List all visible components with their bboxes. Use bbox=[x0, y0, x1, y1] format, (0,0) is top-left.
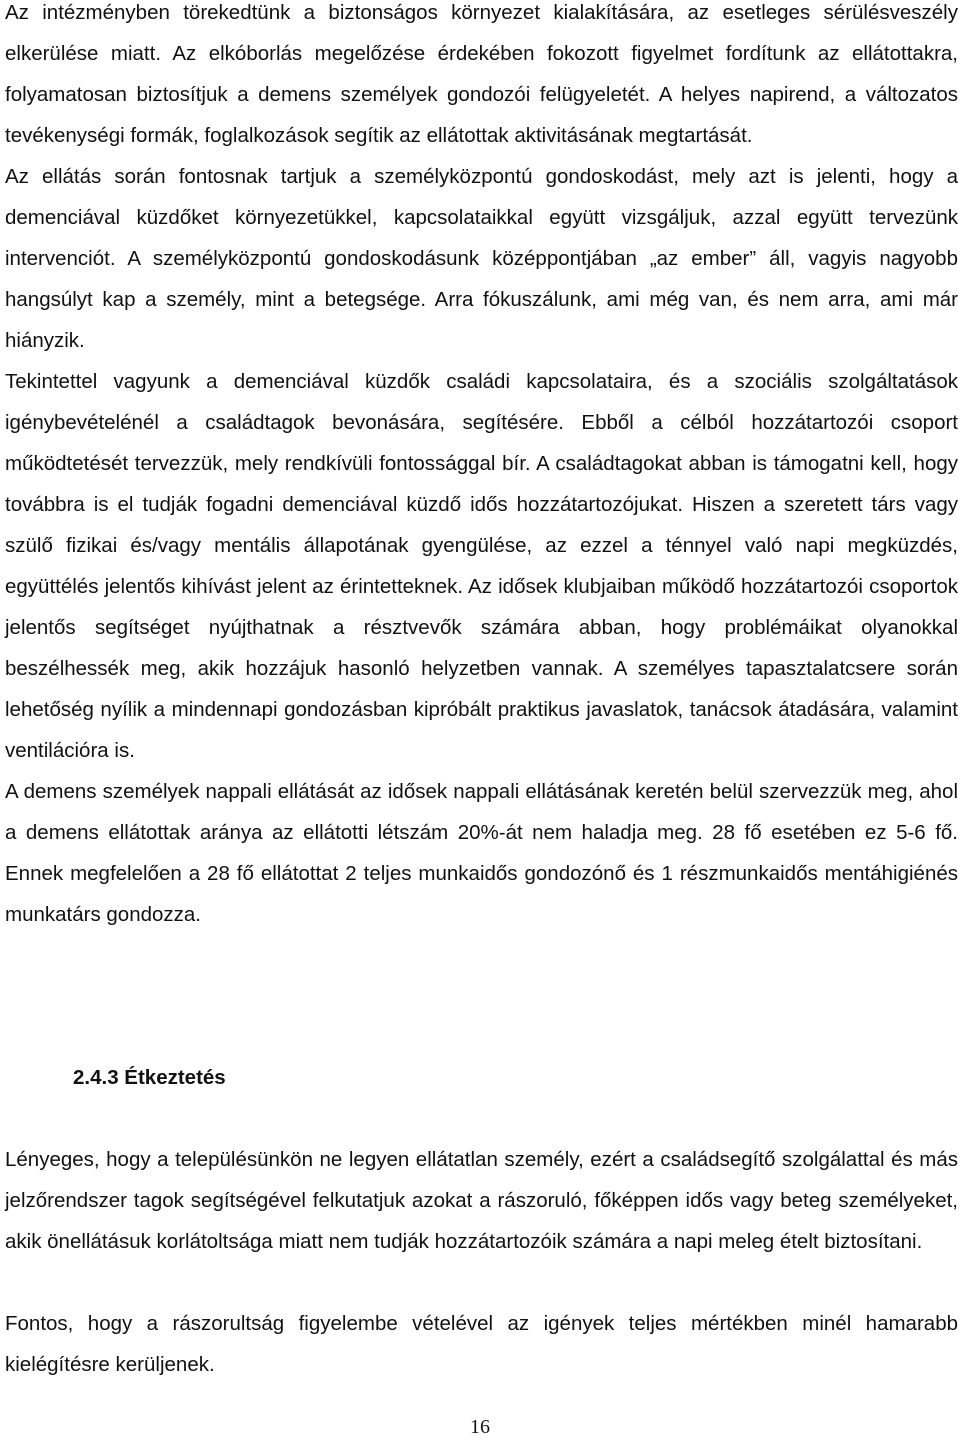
body-text-block bbox=[5, 0, 958, 935]
page-number: 16 bbox=[470, 1416, 490, 1438]
section-heading: 2.4.3 Étkeztetés bbox=[73, 1066, 226, 1089]
paragraph-day-care: A demens személyek nappali ellátását az idősek nappali ellátásának keretén belül szervezzük meg, ahol a demens ellátottak aránya az ellátotti létszám 20%-át nem haladja meg. 28 fő esetében ez 5-6 fő. Ennek megfelelően a 28 fő ellátottat 2 teljes munkaidős gondozónő és 1 részmunkaidős mentáhigiénés munkatárs gondozza. bbox=[5, 780, 958, 926]
paragraph-meals-needs: Fontos, hogy a rászorultság figyelembe vételével az igények teljes mértékben minél hamarabb kielégítésre kerüljenek. bbox=[5, 1312, 958, 1376]
paragraph-safety: Az intézményben törekedtünk a biztonságos környezet kialakítására, az esetleges sérülésveszély elkerülése miatt. Az elkóborlás megelőzése érdekében fokozott figyelmet fordítunk az ellátottakra, folyamatosan biztosítjuk a demens személyek gondozói felügyeletét. A helyes napirend, a változatos tevékenységi formák, foglalkozások segítik az ellátottak aktivitásának megtartását. bbox=[5, 1, 958, 147]
paragraph-meals-outreach: Lényeges, hogy a településünkön ne legyen ellátatlan személy, ezért a családsegítő szolgálattal és más jelzőrendszer tagok segítségével felkutatjuk azokat a rászoruló, főképpen idős vagy beteg személyeket, akik önellátásuk korlátoltsága miatt nem tudják hozzátartozóik számára a napi meleg ételt biztosítani. bbox=[5, 1148, 958, 1253]
paragraph-family-support: Tekintettel vagyunk a demenciával küzdők családi kapcsolataira, és a szociális szolgáltatások igénybevételénél a családtagok bevonására, segítésére. Ebből a célból hozzátartozói csoport működtetését tervezzük, mely rendkívüli fontossággal bír. A családtagokat abban is támogatni kell, hogy továbbra is el tudják fogadni demenciával küzdő idős hozzátartozójukat. Hiszen a szeretett társ vagy szülő fizikai és/vagy mentális állapotának gyengülése, az ezzel a ténnyel való napi megküzdés, együttélés jelentős kihívást jelent az érintetteknek. Az idősek klubjaiban működő hozzátartozói csoportok jelentős segítséget nyújthatnak a résztvevők számára abban, hogy problémáikat olyanokkal beszélhessék meg, akik hozzájuk hasonló helyzetben vannak. A személyes tapasztalatcsere során lehetőség nyílik a mindennapi gondozásban kipróbált praktikus javaslatok, tanácsok átadására, valamint ventilációra is. bbox=[5, 370, 958, 762]
paragraph-person-centred-care: Az ellátás során fontosnak tartjuk a személyközpontú gondoskodást, mely azt is jelenti, hogy a demenciával küzdőket környezetükkel, kapcsolataikkal együtt vizsgáljuk, azzal együtt tervezünk intervenciót. A személyközpontú gondoskodásunk középpontjában „az ember” áll, vagyis nagyobb hangsúlyt kap a személy, mint a betegsége. Arra fókuszálunk, ami még van, és nem arra, ami már hiányzik. bbox=[5, 165, 958, 352]
